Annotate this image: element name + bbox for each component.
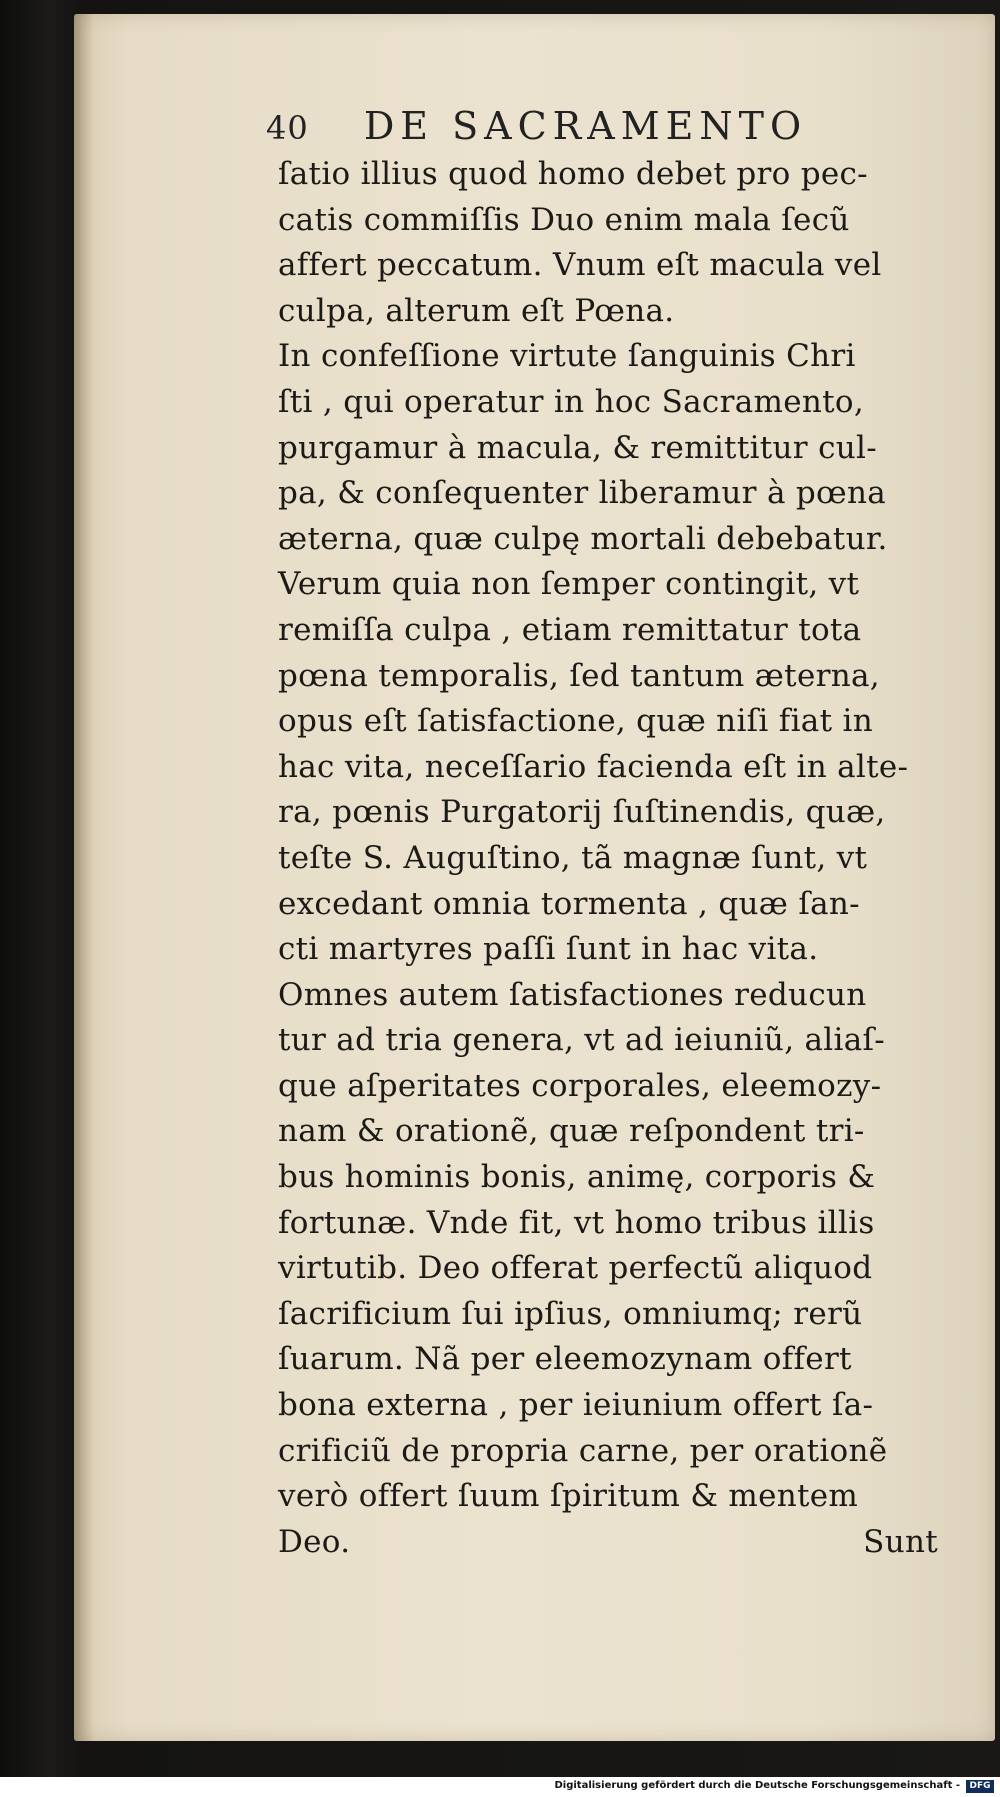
footer-bar — [0, 1777, 1000, 1797]
text-line: nam & orationẽ, quæ reſpondent tri- — [278, 1113, 865, 1150]
text-line: bus hominis bonis, animę, corporis & — [278, 1159, 876, 1196]
text-line: Verum quia non ſemper contingit, vt — [278, 566, 860, 603]
page-number: 40 — [266, 109, 309, 147]
dfg-logo: DFG — [966, 1780, 994, 1793]
text-line: tur ad tria genera, vt ad ieiuniũ, aliaſ- — [278, 1022, 886, 1059]
running-head — [266, 104, 807, 148]
last-line: Deo. — [278, 1523, 351, 1560]
text-line: culpa, alterum eſt Pœna. — [278, 292, 675, 329]
page-gutter-shadow — [74, 14, 94, 1741]
text-line: pa, & conſequenter liberamur à pœna — [278, 475, 887, 512]
text-line: ſti , qui operatur in hoc Sacramento, — [278, 383, 864, 420]
text-line: excedant omnia tormenta , quæ ſan- — [278, 885, 860, 922]
running-title: DE SACRAMENTO — [363, 104, 808, 148]
body-text — [278, 152, 938, 1565]
catchword: Sunt — [863, 1523, 938, 1560]
text-line: æterna, quæ culpę mortali debebatur. — [278, 520, 888, 557]
text-line: remiſſa culpa , etiam remittatur tota — [278, 611, 862, 648]
text-line: bona externa , per ieiunium offert ſa- — [278, 1387, 874, 1424]
text-line: purgamur à macula, & remittitur cul- — [278, 429, 877, 466]
text-line: hac vita, neceſſario facienda eſt in alte- — [278, 748, 909, 785]
text-line: Omnes autem ſatisfactiones reducun — [278, 976, 867, 1013]
text-line: pœna temporalis, ſed tantum æterna, — [278, 657, 880, 694]
text-line: ra, pœnis Purgatorij ſuſtinendis, quæ, — [278, 794, 886, 831]
text-line: verò offert ſuum ſpiritum & mentem — [278, 1478, 859, 1515]
last-line-row — [278, 1520, 938, 1566]
footer-credit: Digitalisierung gefördert durch die Deutsche Forschungsgemeinschaft - — [554, 1780, 960, 1791]
text-line: ſacrificium ſui ipſius, omniumq; rerũ — [278, 1295, 863, 1332]
text-line: fortunæ. Vnde fit, vt homo tribus illis — [278, 1204, 875, 1241]
text-line: teſte S. Auguſtino, tã magnæ ſunt, vt — [278, 839, 868, 876]
text-line: que aſperitates corporales, eleemozy- — [278, 1067, 882, 1104]
text-line: cti martyres paſſi ſunt in hac vita. — [278, 931, 819, 968]
text-line: virtutib. Deo offerat perfectũ aliquod — [278, 1250, 873, 1287]
text-line: affert peccatum. Vnum eſt macula vel — [278, 247, 882, 284]
text-line: ſuarum. Nã per eleemozynam offert — [278, 1341, 852, 1378]
text-line: catis commiſſis Duo enim mala ſecũ — [278, 201, 850, 238]
text-line: ſatio illius quod homo debet pro pec- — [278, 156, 868, 192]
text-line: crificiũ de propria carne, per orationẽ — [278, 1432, 888, 1469]
text-line: In confeſſione virtute ſanguinis Chri — [278, 338, 856, 375]
text-line: opus eſt ſatisfactione, quæ niſi fiat in — [278, 703, 873, 740]
